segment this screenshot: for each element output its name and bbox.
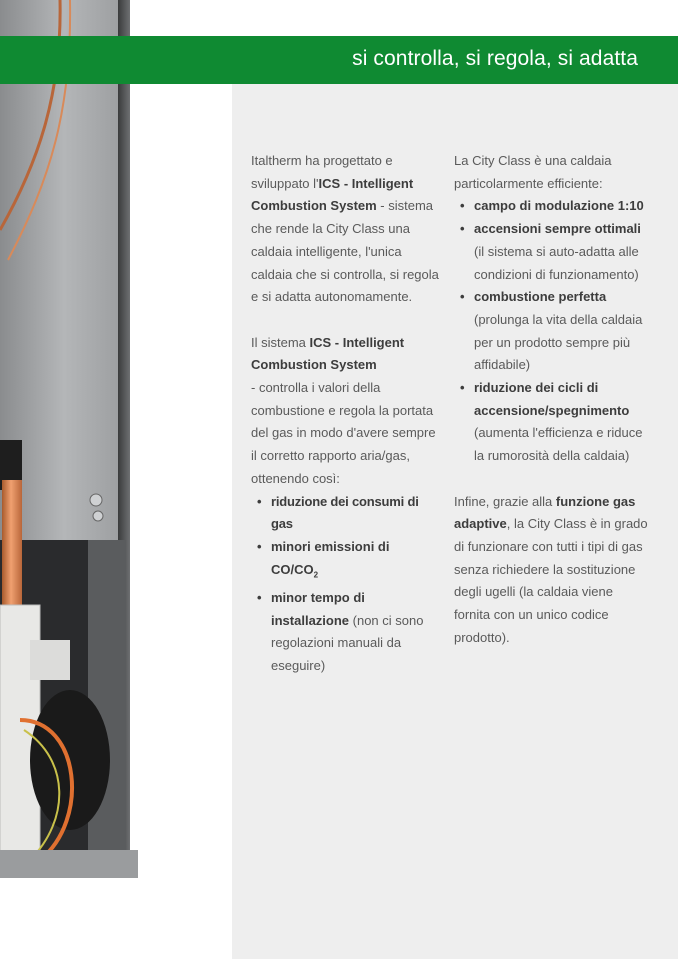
list-item: • riduzione dei cicli di accensione/spegnimento (aumenta l'efficienza e riduce la rumorosità della caldaia) (454, 377, 650, 468)
efficiency-intro: La City Class è una caldaia particolarmente efficiente: (454, 153, 612, 191)
list-item: • campo di modulazione 1:10 (454, 195, 650, 218)
left-text-column (251, 150, 439, 678)
list-item: • minor tempo di installazione (non ci sono regolazioni manuali da eseguire) (251, 587, 439, 678)
list-item: • minori emissioni di $CO/CO_2$ (251, 536, 439, 587)
boiler-illustration (0, 0, 150, 959)
list-item: • riduzione dei consumi di gas (251, 491, 439, 536)
header-banner (0, 36, 678, 84)
right-text-column (454, 150, 650, 649)
ics-paragraph: Il sistema ICS - Intelligent Combustion System - controlla i valori della combustione e regola la portata del gas in modo d'avere sempre il corretto rapporto aria/gas, ottenendo così: (251, 334, 436, 486)
closing-paragraph: Infine, grazie alla funzione gas adaptive, la City Class è in grado di funzionare con tutti i tipi di gas senza richiedere la sostituzione degli ugelli (la caldaia viene fornita con un unico codice prodotto). (454, 493, 648, 645)
benefits-list (251, 491, 439, 678)
list-item: • combustione perfetta (prolunga la vita della caldaia per un prodotto sempre più affidabile) (454, 286, 650, 377)
list-item: • accensioni sempre ottimali (il sistema si auto-adatta alle condizioni di funzionamento) (454, 218, 650, 286)
features-list (454, 195, 650, 467)
intro-paragraph: Italtherm ha progettato e sviluppato l'ICS - Intelligent Combustion System - sistema che rende la City Class una caldaia intelligente, l'unica caldaia che si controlla, si regola e si adatta autonomamente. (251, 153, 439, 305)
page-title: si controlla, si regola, si adatta (352, 47, 638, 70)
